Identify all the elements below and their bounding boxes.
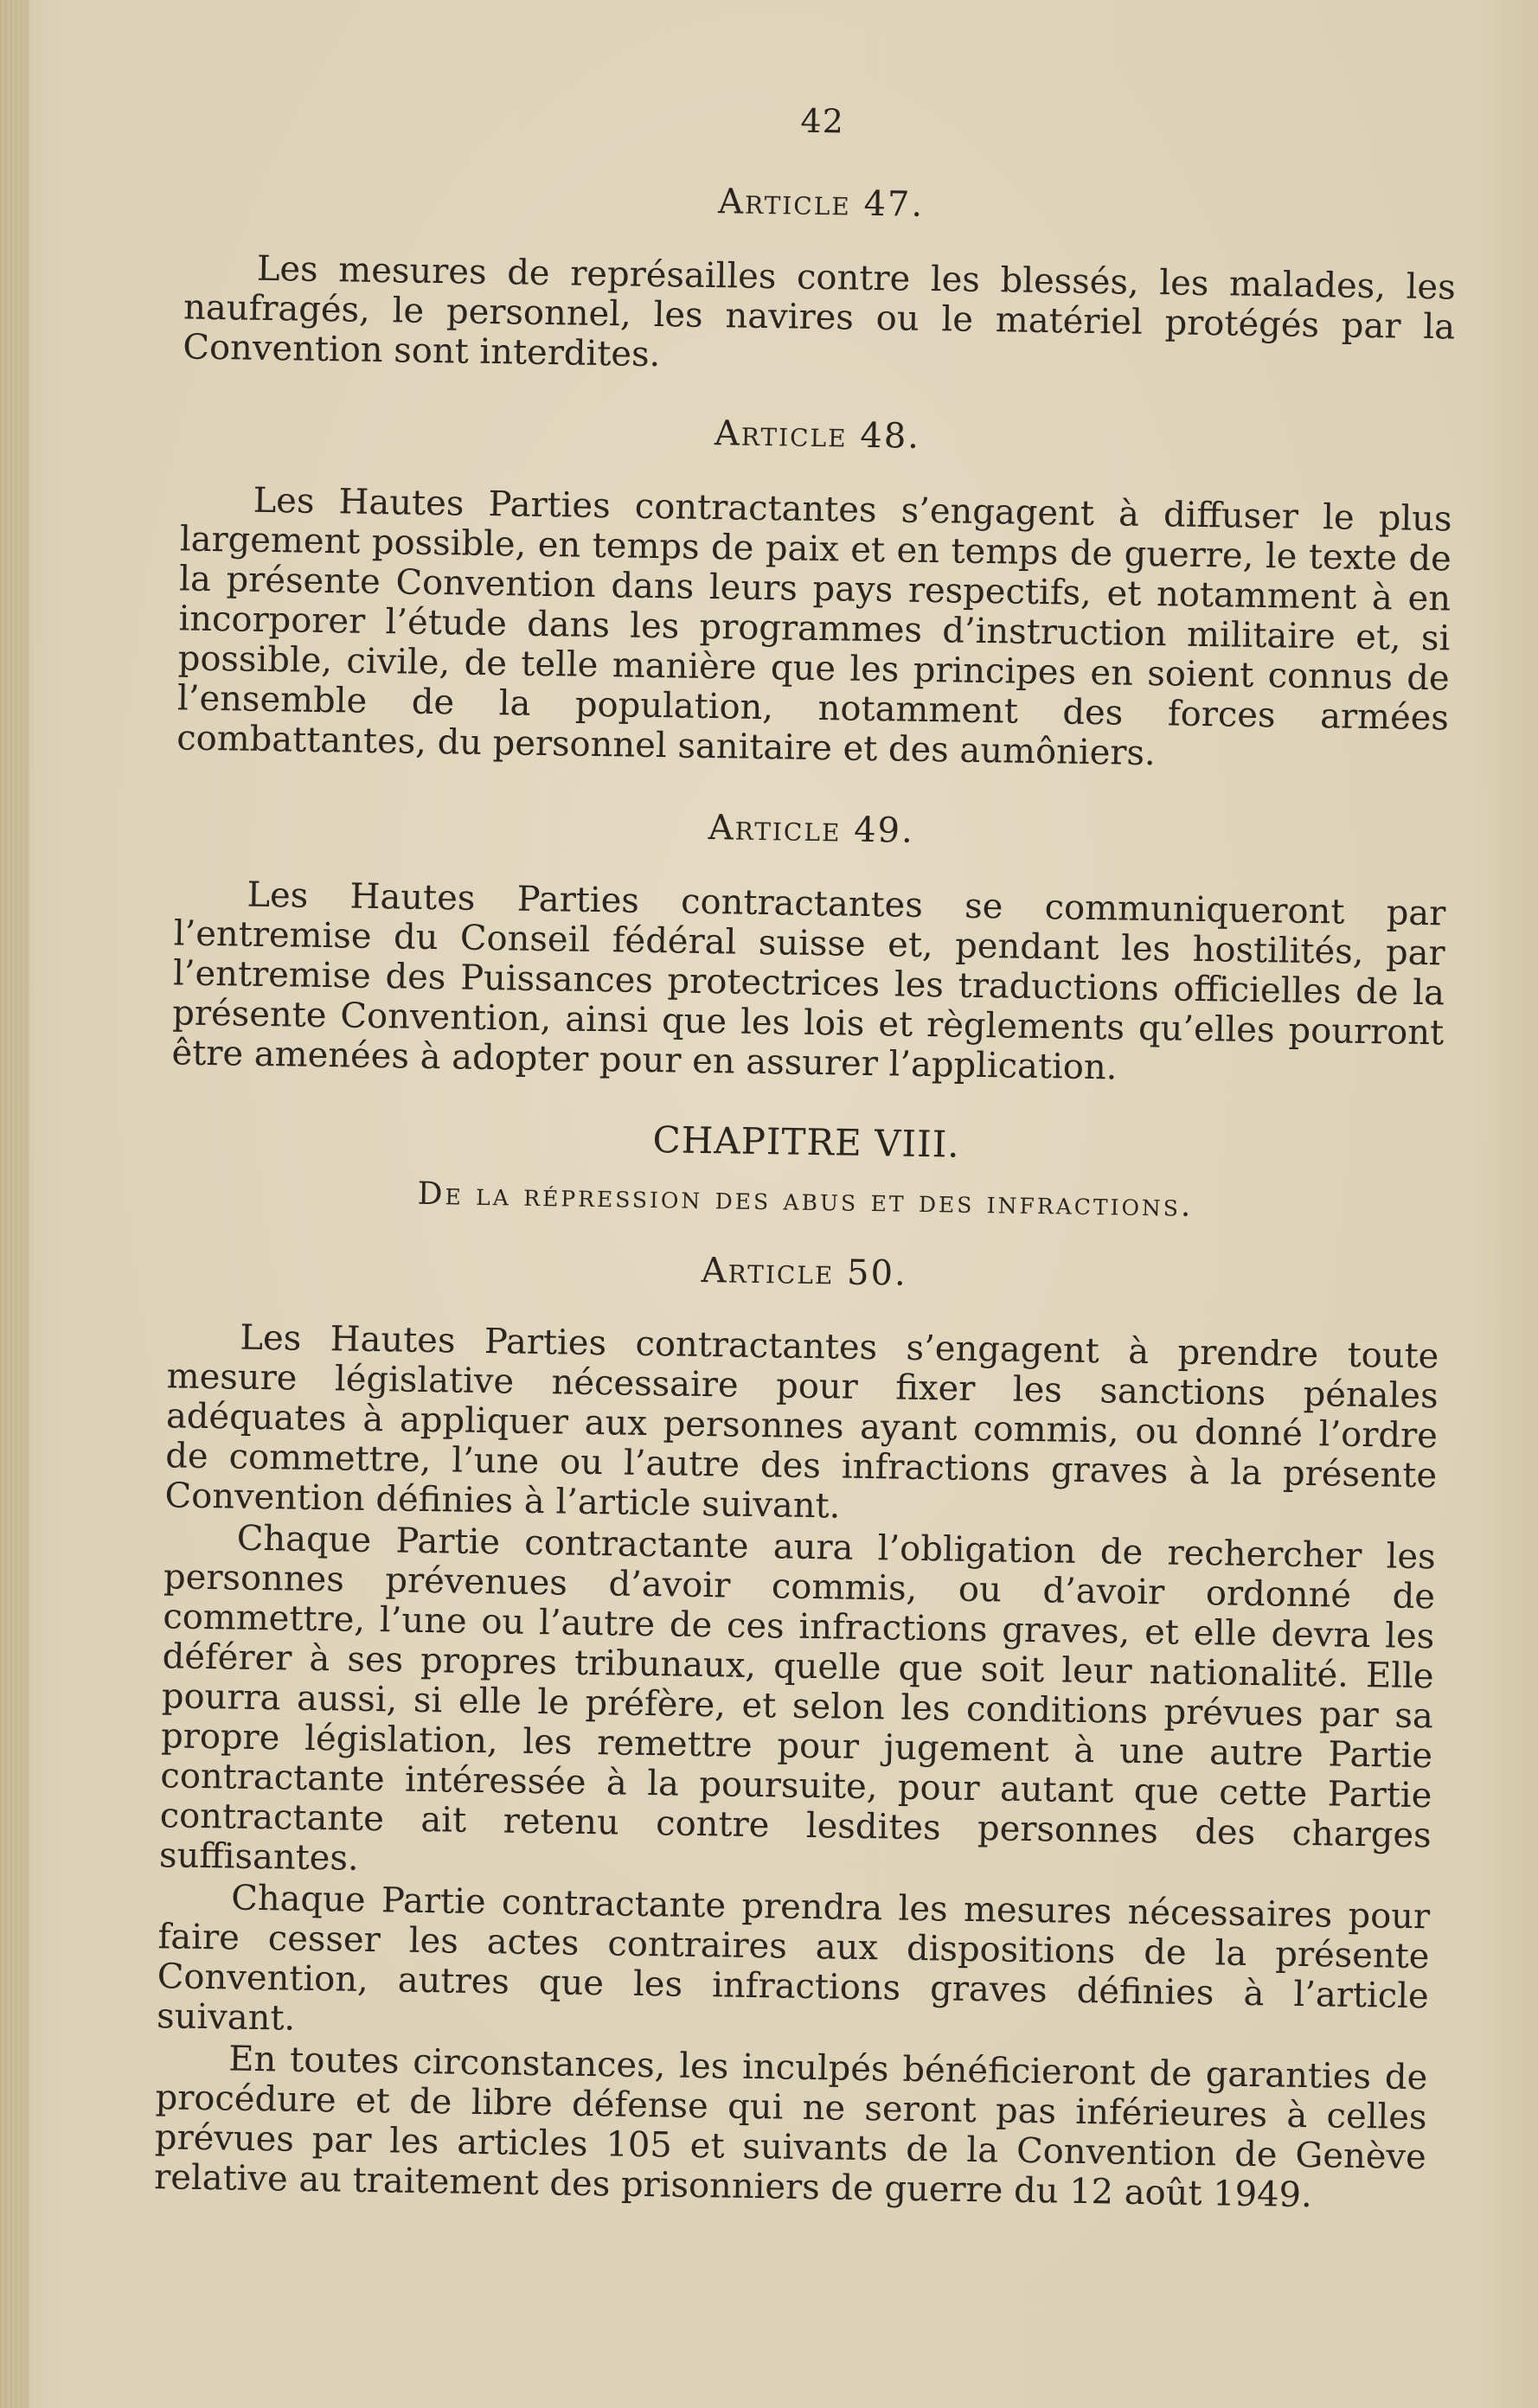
chapter-subtitle: De la répression des abus et des infractions. <box>417 1175 1194 1224</box>
article-title: Article 47. <box>717 182 925 225</box>
page-number: 42 <box>800 101 845 141</box>
article-paragraph: Les Hautes Parties contractantes s’engagent à prendre toute mesure législative nécessaire pour fixer les sanctions pénales adéquates à appliquer aux personnes ayant commis, ou donné l’ordre de commettre, l’une ou l’autre des infractions graves à la présente Convention définies à l’article suivant. <box>164 1317 1439 1527</box>
article-paragraph: Chaque Partie contractante aura l’obligation de rechercher les personnes prévenues d’avoir commis, ou d’avoir ordonné de commettre, l’une ou l’autre de ces infractions graves, et elle devra les déférer à ses propres tribunaux, quelle que soit leur nationalité. Elle pourra aussi, si elle le préfère, et selon les conditions prévues par sa propre législation, les remettre pour jugement à une autre Partie contractante intéressée à la poursuite, pour autant que cette Partie contractante ait retenu contre lesdites personnes des charges suffisantes. <box>158 1518 1437 1879</box>
article-title: Article 48. <box>714 413 921 457</box>
article-50 <box>154 1242 1440 2217</box>
article-49 <box>171 799 1447 1092</box>
article-paragraph: Les mesures de représailles contre les blessés, les malades, les naufragés, le personnel, les navires ou le matériel protégés par la Convention sont interdites. <box>183 248 1457 375</box>
article-47 <box>183 173 1457 387</box>
article-paragraph: Les Hautes Parties contractantes s’engagent à diffuser le plus largement possible, en temps de paix et en temps de guerre, le texte de la présente Convention dans leurs pays respectifs, et notamment à en incorporer l’étude dans les programmes d’instruction militaire et, si possible, civile, de telle manière que les principes en soient connus de l’ensemble de la population, notamment des forces armées combattantes, du personnel sanitaire et des aumôniers. <box>176 480 1452 774</box>
chapter-heading <box>170 1111 1443 1227</box>
page-edge <box>0 0 29 2408</box>
article-title: Article 50. <box>701 1250 908 1294</box>
article-paragraph: Les Hautes Parties contractantes se communiqueront par l’entremise du Conseil fédéral suisse et, pendant les hostilités, par l’entremise des Puissances protectrices les traductions officielles de la présente Convention, ainsi que les lois et règlements qu’elles pourront être amenées à adopter pour en assurer l’application. <box>171 874 1446 1088</box>
chapter-title: CHAPITRE VIII. <box>652 1118 960 1166</box>
article-48 <box>176 405 1453 778</box>
article-paragraph: En toutes circonstances, les inculpés bénéficieront de garanties de procédure et de libre défense qui ne seront pas inférieures à celles prévues par les articles 105 et suivants de la Convention de Genève relative au traitement des prisonniers de guerre du 12 août 1949. <box>153 2039 1428 2216</box>
article-title: Article 49. <box>708 808 915 851</box>
article-paragraph: Chaque Partie contractante prendra les mesures nécessaires pour faire cesser les actes contraires aux dispositions de la présente Convention, autres que les infractions graves définies à l’article suivant. <box>156 1878 1431 2039</box>
page-content <box>154 92 1458 2219</box>
